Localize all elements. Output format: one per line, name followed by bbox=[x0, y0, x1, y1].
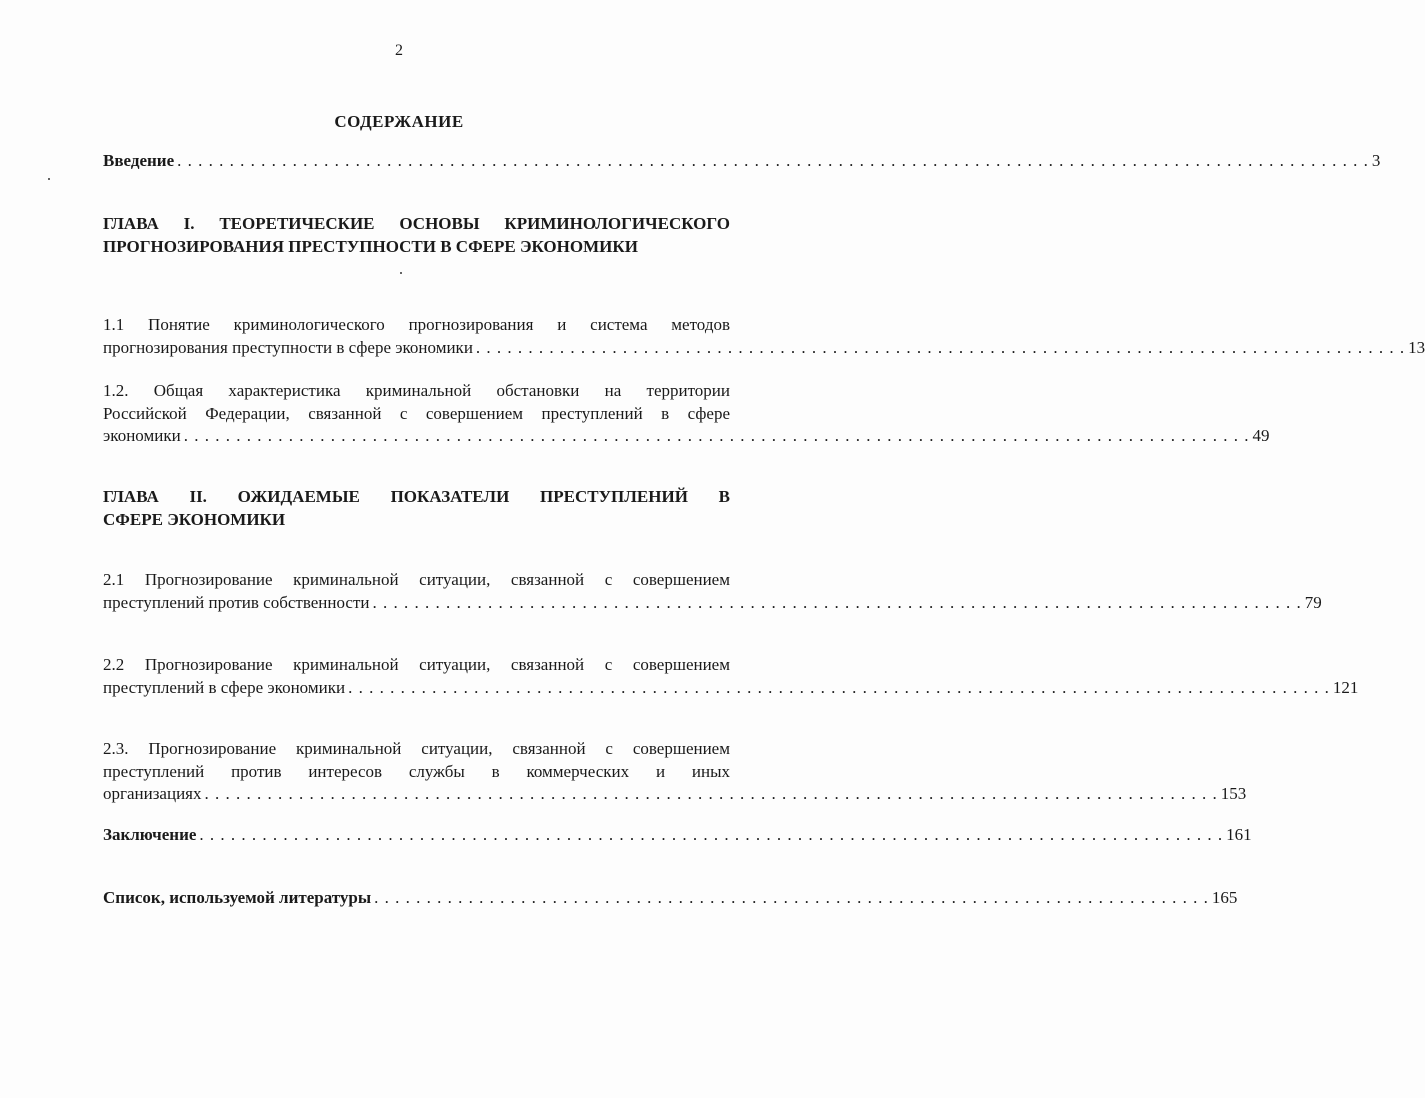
toc-entry-line: преступлений против собственности bbox=[103, 592, 370, 612]
toc-entry-line: 2.2 Прогнозирование криминальной ситуации, связанной с совершением bbox=[103, 655, 730, 674]
toc-entry-line: организациях bbox=[103, 784, 202, 803]
toc-entry-1-2[interactable] bbox=[103, 380, 1270, 448]
toc-entry-line: 1.1 Понятие криминологического прогнозирования и система методов bbox=[103, 315, 730, 334]
toc-entry-line: 2.1 Прогнозирование криминальной ситуации, связанной с совершением bbox=[103, 570, 730, 589]
scan-speck bbox=[400, 272, 402, 274]
dot-leader: . . . . . . . . . . . . . . . . . . . . . . . . . . . . . . . . . . . . . . . . . . . . . . . . . . . . . . . . . . . . . . . . . . . . . . . . . . . . . . . . . . . . . . . . . bbox=[372, 592, 1302, 612]
toc-entry-line: прогнозирования преступности в сфере экономики bbox=[103, 337, 473, 357]
toc-page-number: 165 bbox=[1211, 888, 1238, 907]
toc-entry-1-1[interactable] bbox=[103, 314, 1425, 359]
toc-entry-references[interactable] bbox=[103, 887, 1238, 910]
toc-entry-line: 2.3. Прогнозирование криминальной ситуации, связанной с совершением bbox=[103, 739, 730, 758]
toc-entry-line: преступлений в сфере экономики bbox=[103, 677, 346, 697]
chapter-2-heading[interactable] bbox=[103, 485, 730, 531]
toc-entry-line: преступлений против интересов службы в коммерческих и иных bbox=[103, 761, 730, 781]
toc-entry-label: Список, используемой литературы bbox=[103, 888, 372, 907]
dot-leader: . . . . . . . . . . . . . . . . . . . . . . . . . . . . . . . . . . . . . . . . . . . . . . . . . . . . . . . . . . . . . . . . . . . . . . . . . . . . . . . . . . . . . . . . . . . . . . . . . bbox=[204, 784, 1218, 803]
toc-page-number: 3 bbox=[1371, 151, 1381, 170]
chapter-heading-line: ГЛАВА II. ОЖИДАЕМЫЕ ПОКАЗАТЕЛИ ПРЕСТУПЛЕНИЙ В bbox=[103, 487, 730, 506]
dot-leader: . . . . . . . . . . . . . . . . . . . . . . . . . . . . . . . . . . . . . . . . . . . . . . . . . . . . . . . . . . . . . . . . . . . . . . . . . . . . . . . . . . . . . . . . . . . . . . . . . . . . . . bbox=[183, 426, 1250, 445]
chapter-heading-line: ГЛАВА I. ТЕОРЕТИЧЕСКИЕ ОСНОВЫ КРИМИНОЛОГИЧЕСКОГО bbox=[103, 214, 730, 233]
chapter-heading-line: ПРОГНОЗИРОВАНИЯ ПРЕСТУПНОСТИ В СФЕРЕ ЭКОНОМИКИ bbox=[103, 237, 638, 256]
chapter-heading-line: СФЕРЕ ЭКОНОМИКИ bbox=[103, 510, 286, 529]
dot-leader: . . . . . . . . . . . . . . . . . . . . . . . . . . . . . . . . . . . . . . . . . . . . . . . . . . . . . . . . . . . . . . . . . . . . . . . . . . . . . . . . bbox=[374, 888, 1209, 907]
dot-leader: . . . . . . . . . . . . . . . . . . . . . . . . . . . . . . . . . . . . . . . . . . . . . . . . . . . . . . . . . . . . . . . . . . . . . . . . . . . . . . . . . . . . . . . . . . . . . . . . . . bbox=[199, 825, 1224, 844]
toc-entry-line: экономики bbox=[103, 426, 181, 445]
toc-entry-conclusion[interactable] bbox=[103, 824, 1252, 847]
toc-page-number: 79 bbox=[1304, 592, 1322, 612]
toc-entry-line: Российской Федерации, связанной с совершением преступлений в сфере bbox=[103, 403, 730, 423]
toc-entry-label: Заключение bbox=[103, 825, 197, 844]
toc-title: СОДЕРЖАНИЕ bbox=[334, 112, 464, 131]
toc-entry-2-3[interactable] bbox=[103, 738, 1247, 806]
toc-entry-label: Введение bbox=[103, 151, 175, 170]
dot-leader: . . . . . . . . . . . . . . . . . . . . . . . . . . . . . . . . . . . . . . . . . . . . . . . . . . . . . . . . . . . . . . . . . . . . . . . . . . . . . . . . . . . . . . . . . bbox=[475, 337, 1406, 357]
toc-entry-intro[interactable] bbox=[103, 150, 1381, 173]
toc-page-number: 153 bbox=[1220, 784, 1247, 803]
toc-entry-2-1[interactable] bbox=[103, 569, 1322, 614]
toc-page-number: 49 bbox=[1252, 426, 1270, 445]
scan-speck bbox=[48, 178, 50, 180]
toc-page-number: 121 bbox=[1332, 677, 1359, 697]
dot-leader: . . . . . . . . . . . . . . . . . . . . . . . . . . . . . . . . . . . . . . . . . . . . . . . . . . . . . . . . . . . . . . . . . . . . . . . . . . . . . . . . . . . . . . . . . . . . . . . . . . . . . . . . . . . . . . . . . . bbox=[177, 151, 1369, 170]
dot-leader: . . . . . . . . . . . . . . . . . . . . . . . . . . . . . . . . . . . . . . . . . . . . . . . . . . . . . . . . . . . . . . . . . . . . . . . . . . . . . . . . . . . . . . . . . . . . . . bbox=[348, 677, 1330, 697]
toc-page-number: 161 bbox=[1226, 825, 1252, 844]
page-number: 2 bbox=[395, 42, 403, 59]
toc-entry-2-2[interactable] bbox=[103, 654, 1359, 699]
toc-entry-line: 1.2. Общая характеристика криминальной обстановки на территории bbox=[103, 381, 730, 400]
toc-page-number: 13 bbox=[1408, 337, 1425, 357]
chapter-1-heading[interactable] bbox=[103, 212, 730, 258]
